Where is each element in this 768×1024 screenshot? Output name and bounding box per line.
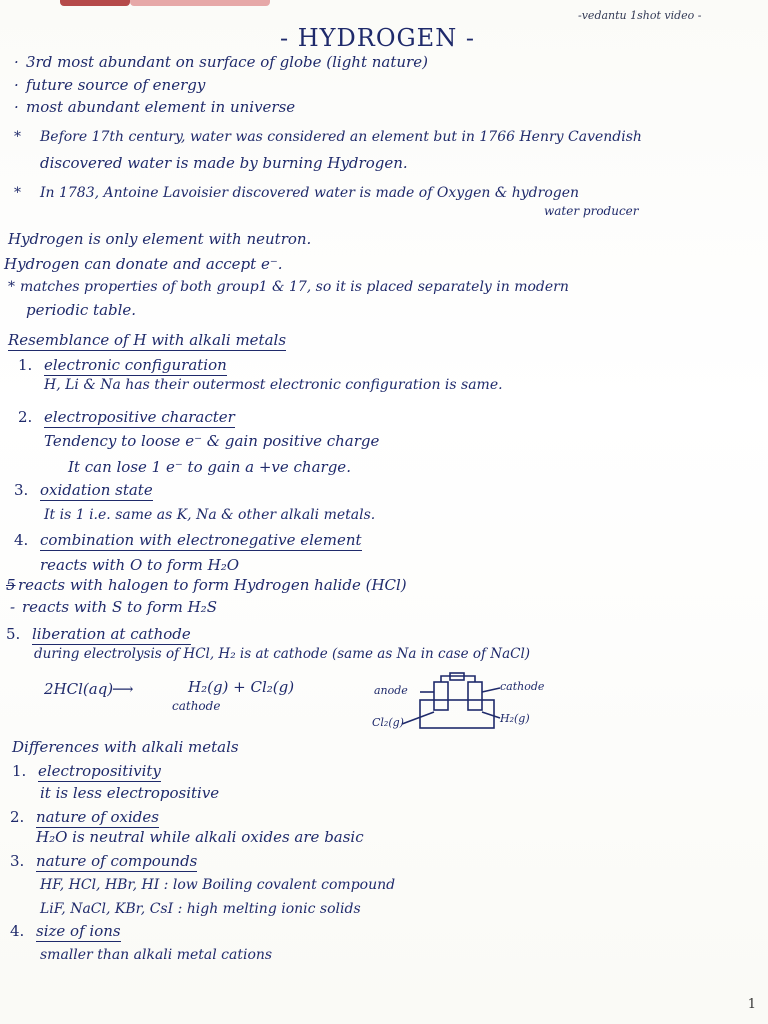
res-item-4-title: 4. combination with electronegative element <box>14 531 362 549</box>
bullet-2: · future source of energy <box>14 76 206 94</box>
resemblance-heading: Resemblance of H with alkali metals <box>8 331 287 349</box>
equation-cathode-label: cathode <box>172 699 221 713</box>
differences-heading: Differences with alkali metals <box>12 738 239 756</box>
res-item-2-title: 2. electropositive character <box>18 408 235 426</box>
res-item-5-text: during electrolysis of HCl, H₂ is at cathode (same as Na in case of NaCl) <box>34 646 531 662</box>
star-note-1: * Before 17th century, water was considered an element but in 1766 Henry Cavendish <box>14 129 642 145</box>
anode-electrode <box>434 682 448 710</box>
source-note: -vedantu 1shot video - <box>578 9 702 22</box>
res-item-2-text-2: It can lose 1 e⁻ to gain a +ve charge. <box>68 458 351 476</box>
equation-lhs: 2HCl(aq) <box>44 680 114 698</box>
diff-item-2-text: H₂O is neutral while alkali oxides are basic <box>36 828 364 846</box>
diff-item-3-text-1: HF, HCl, HBr, HI : low Boiling covalent compound <box>40 877 396 893</box>
star-note-1-cont: discovered water is made by burning Hydrogen. <box>40 154 408 172</box>
circuit-wire <box>441 676 475 682</box>
electrolysis-cell-diagram <box>372 672 572 742</box>
diff-item-4-title: 4. size of ions <box>10 922 121 940</box>
cl-gas-label: Cl₂(g) <box>372 716 404 729</box>
star-note-2: * In 1783, Antoine Lavoisier discovered water is made of Oxygen & hydrogen <box>14 185 580 201</box>
cathode-electrode <box>468 682 482 710</box>
res-item-5-title: 5. liberation at cathode <box>6 625 191 643</box>
bullet-3: · most abundant element in universe <box>14 98 296 116</box>
h-gas-label: H₂(g) <box>500 712 530 725</box>
equation-rhs: H₂(g) + Cl₂(g) <box>188 678 295 696</box>
diff-item-2-title: 2. nature of oxides <box>10 808 159 826</box>
res-sub-halogen: 5 reacts with halogen to form Hydrogen halide (HCl) <box>6 576 407 594</box>
diff-item-3-title: 3. nature of compounds <box>10 852 198 870</box>
tape-strip <box>60 0 130 6</box>
equation-arrow: ⟶ <box>112 680 134 698</box>
res-item-3-title: 3. oxidation state <box>14 481 153 499</box>
diff-item-3-text-2: LiF, NaCl, KBr, CsI : high melting ionic solids <box>40 901 361 917</box>
page-number: 1 <box>747 997 756 1012</box>
res-item-3-text: It is 1 i.e. same as K, Na & other alkali metals. <box>44 507 376 523</box>
res-item-2-text-1: Tendency to loose e⁻ & gain positive charge <box>44 432 380 450</box>
res-item-1-text: H, Li & Na has their outermost electronic configuration is same. <box>44 377 503 393</box>
bullet-1: · 3rd most abundant on surface of globe (light nature) <box>14 53 428 71</box>
cathode-pointer <box>482 688 500 692</box>
res-item-1-title: 1. electronic configuration <box>18 356 227 374</box>
water-producer-note: water producer <box>544 204 639 218</box>
cl-gas-pointer <box>402 712 434 724</box>
star-note-3-cont: periodic table. <box>26 301 137 319</box>
page-title: - HYDROGEN - <box>280 24 475 52</box>
diff-item-1-title: 1. electropositivity <box>12 762 161 780</box>
h-gas-pointer <box>482 712 500 718</box>
res-item-4-text: reacts with O to form H₂O <box>40 556 240 574</box>
fact-2: Hydrogen can donate and accept e⁻. <box>4 255 283 273</box>
res-sub-sulphur: - reacts with S to form H₂S <box>10 598 217 616</box>
diff-item-4-text: smaller than alkali metal cations <box>40 947 273 963</box>
star-note-3: * matches properties of both group1 & 17, so it is placed separately in modern <box>8 279 569 295</box>
cathode-label: cathode <box>500 680 545 693</box>
diff-item-1-text: it is less electropositive <box>40 784 220 802</box>
fact-1: Hydrogen is only element with neutron. <box>8 230 312 248</box>
anode-label: anode <box>374 684 408 697</box>
tape-strip <box>130 0 270 6</box>
cell-container <box>420 700 494 728</box>
